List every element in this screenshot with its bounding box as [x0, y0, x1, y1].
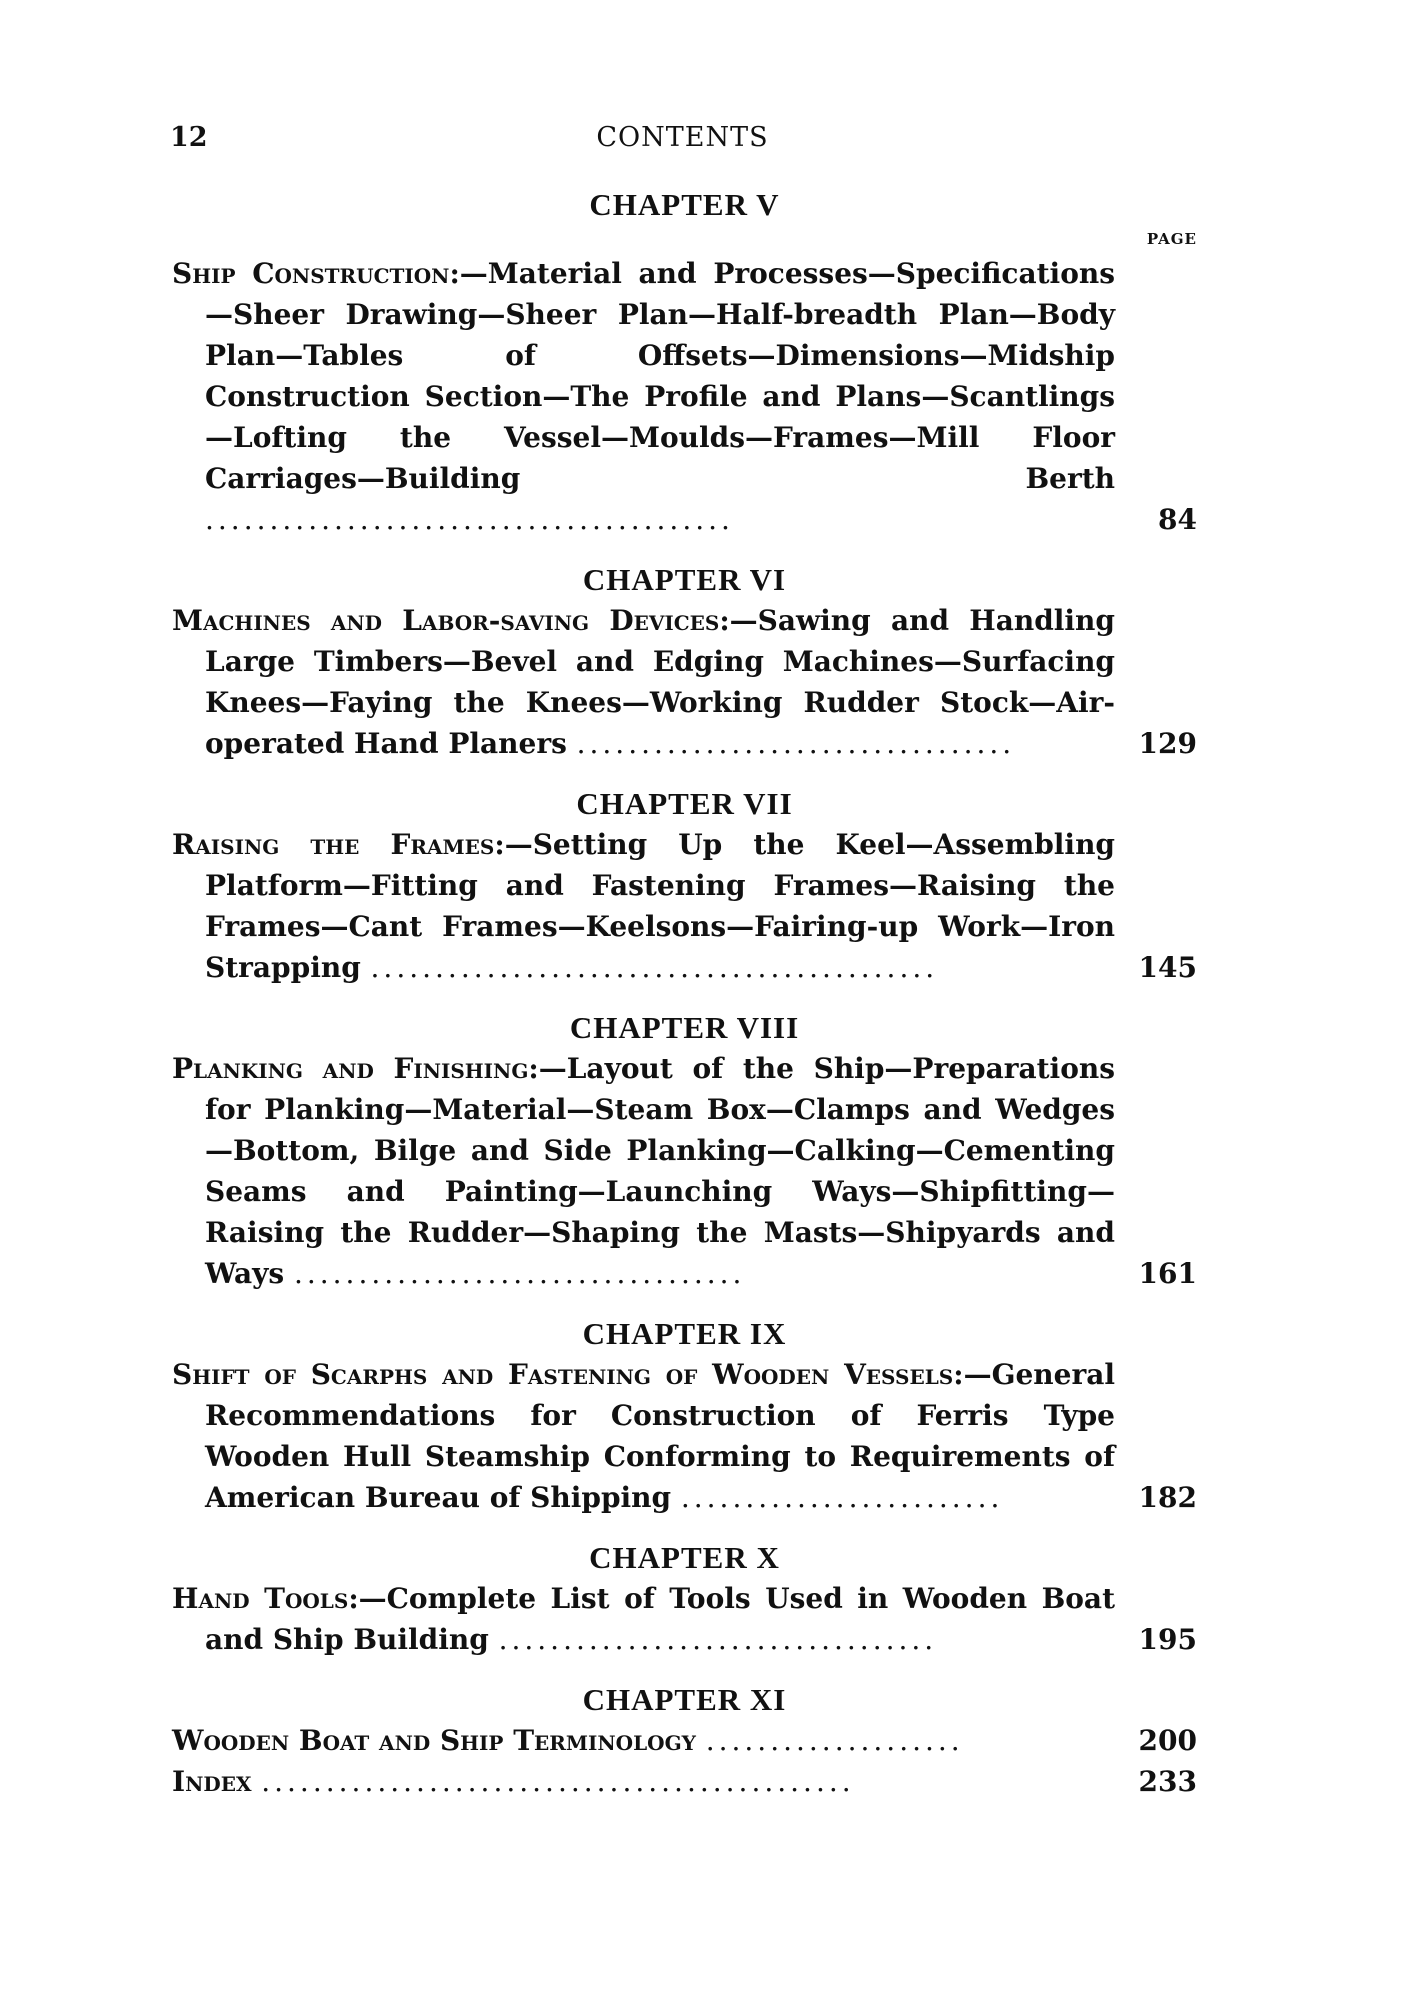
toc-entry[interactable] — [172, 824, 1197, 988]
entry-page-number: 84 — [1158, 503, 1197, 536]
chapter-title: CHAPTER XI — [582, 1682, 787, 1717]
entry-heading: Ship Construction — [172, 257, 450, 290]
leader-dots: ................................... — [293, 1257, 746, 1290]
chapter-title: CHAPTER X — [589, 1540, 780, 1575]
entry-page-number: 129 — [1138, 727, 1197, 760]
entry-text: :—Sawing and Handling Large Timbers—Bevel and Edging Machines—Surfacing Knees—Faying the Knees—Working Rudder Stock—Air-operated Hand Planers — [205, 604, 1115, 760]
toc-entry[interactable] — [172, 1578, 1197, 1660]
running-head: CONTENTS — [596, 122, 769, 153]
entry-heading: Planking and Finishing — [172, 1052, 529, 1085]
chapter-10 — [172, 1538, 1197, 1660]
entry-page-number: 200 — [1138, 1724, 1197, 1757]
entry-page-number: 182 — [1138, 1481, 1197, 1514]
leader-dots: .................... — [705, 1724, 964, 1757]
entry-heading: Hand Tools — [172, 1582, 349, 1615]
toc-entry-index[interactable] — [172, 1761, 1197, 1802]
chapter-title: CHAPTER VI — [582, 562, 787, 597]
toc-entry[interactable] — [172, 1720, 1197, 1761]
entry-heading: Machines and Labor-saving Devices — [172, 604, 720, 637]
page-header — [170, 122, 1195, 162]
leader-dots: ......................................... — [205, 503, 734, 536]
entry-heading: Index — [172, 1765, 252, 1798]
entry-page-number: 145 — [1138, 951, 1197, 984]
leader-dots: ............................................ — [370, 951, 939, 984]
entry-heading: Raising the Frames — [172, 828, 495, 861]
page-column-label: PAGE — [1146, 230, 1197, 248]
entry-text: :—Complete List of Tools Used in Wooden Boat and Ship Building — [205, 1582, 1116, 1656]
entry-heading: Wooden Boat and Ship Terminology — [172, 1724, 696, 1757]
entry-text: :—General Recommendations for Construction of Ferris Type Wooden Hull Steamship Conforming to Requirements of American Bureau of Shipping — [205, 1358, 1115, 1514]
entry-page-number: 195 — [1138, 1623, 1197, 1656]
chapter-8 — [172, 1008, 1197, 1294]
chapter-7 — [172, 784, 1197, 988]
leader-dots: ......................... — [680, 1481, 1004, 1514]
toc-entry[interactable] — [172, 253, 1197, 540]
entry-page-number: 233 — [1138, 1765, 1197, 1798]
chapter-title: CHAPTER IX — [582, 1316, 787, 1351]
leader-dots: .................................. — [498, 1623, 938, 1656]
entry-heading: Shift of Scarphs and Fastening of Wooden Vessels — [172, 1358, 954, 1391]
entry-text: :—Setting Up the Keel—Assembling Platform—Fitting and Fastening Frames—Raising the Frames—Cant Frames—Keelsons—Fairing-up Work—Iron Strapping — [205, 828, 1116, 984]
chapter-9 — [172, 1314, 1197, 1518]
toc-entry[interactable] — [172, 1354, 1197, 1518]
chapter-title: CHAPTER V — [589, 187, 780, 222]
entry-text: :—Layout of the Ship—Preparations for Planking—Material—Steam Box—Clamps and Wedges—Bottom, Bilge and Side Planking—Calking—Cementing Seams and Painting—Launching Ways—Shipfitting—Raising the Rudder—Shaping the Masts—Shipyards and Ways — [205, 1052, 1115, 1290]
page-number: 12 — [170, 122, 208, 153]
chapter-5 — [172, 185, 1197, 540]
leader-dots: .............................................. — [261, 1765, 855, 1798]
chapter-title: CHAPTER VIII — [569, 1010, 800, 1045]
entry-page-number: 161 — [1138, 1257, 1197, 1290]
chapter-title: CHAPTER VII — [576, 786, 793, 821]
leader-dots: .................................. — [576, 727, 1016, 760]
chapter-6 — [172, 560, 1197, 764]
toc-entry[interactable] — [172, 1048, 1197, 1294]
table-of-contents — [172, 185, 1197, 1802]
chapter-11 — [172, 1680, 1197, 1802]
toc-entry[interactable] — [172, 600, 1197, 764]
entry-text: :—Material and Processes—Specifications—Sheer Drawing—Sheer Plan—Half-breadth Plan—Body Plan—Tables of Offsets—Dimensions—Midship Construction Section—The Profile and Plans—Scantlings—Lofting the Vessel—Moulds—Frames—Mill Floor Carriages—Building Berth — [205, 257, 1115, 495]
